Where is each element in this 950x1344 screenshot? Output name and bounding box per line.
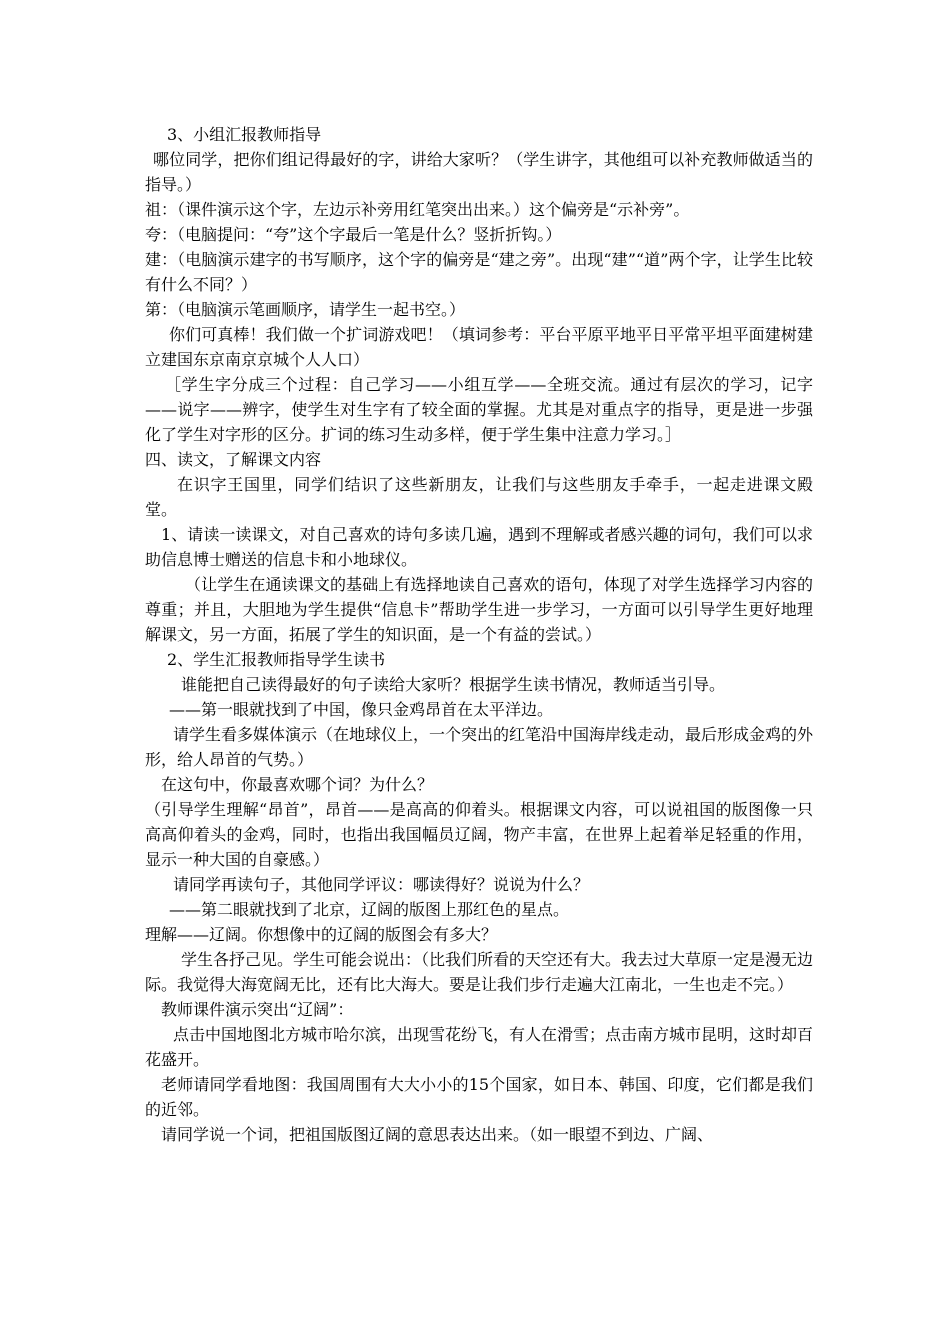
paragraph-ask-words: 哪位同学，把你们组记得最好的字，讲给大家听？（学生讲字，其他组可以补充教师做适当的指导。） (145, 150, 813, 194)
paragraph-neighbors: 老师请同学看地图：我国周围有大大小小的15个国家，如日本、韩国、印度，它们都是我们的近邻。 (145, 1075, 813, 1119)
paragraph-zu: 祖：（课件演示这个字，左边示补旁用红笔突出出来。）这个偏旁是“示补旁”。 (145, 200, 690, 219)
paragraph-commentary-characters: ［学生字分成三个过程：自己学习——小组互学——全班交流。通过有层次的学习，记字——说字——辨字，使学生对生字有了较全面的掌握。尤其是对重点字的指导，更是进一步强化了学生对字形的区分。扩词的练习生动多样，便于学生集中注意力学习。］ (145, 375, 813, 444)
heading-section-four: 四、读文，了解课文内容 (145, 450, 322, 469)
heading-group-report: 3、小组汇报教师指导 (167, 125, 322, 144)
paragraph-kua: 夸：（电脑提问：“夸”这个字最后一笔是什么？竖折折钩。） (145, 225, 562, 244)
paragraph-reread: 请同学再读句子，其他同学评议：哪读得好？说说为什么？ (173, 875, 590, 894)
paragraph-jian: 建：（电脑演示建字的书写顺序，这个字的偏旁是“建之旁”。出现“建”“道”两个字，让学生比较有什么不同？） (145, 250, 813, 294)
paragraph-favorite-word: 在这句中，你最喜欢哪个词？为什么？ (161, 775, 434, 794)
paragraph-intro-text: 在识字王国里，同学们结识了这些新朋友，让我们与这些朋友手牵手，一起走进课文殿堂。 (145, 475, 813, 519)
paragraph-student-answers: 学生各抒己见。学生可能会说出：（比我们所看的天空还有大。我去过大草原一定是漫无边际。我觉得大海宽阔无比，还有比大海大。要是让我们步行走遍大江南北，一生也走不完。） (145, 950, 814, 994)
paragraph-say-a-word: 请同学说一个词，把祖国版图辽阔的意思表达出来。（如一眼望不到边、广阔、 (161, 1125, 714, 1144)
paragraph-word-game: 你们可真棒！我们做一个扩词游戏吧！（填词参考：平台平原平地平日平常平坦平面建树建立建国东京南京京城个人人口） (145, 325, 813, 369)
document-page (145, 122, 813, 1147)
paragraph-di: 第：（电脑演示笔画顺序，请学生一起书空。） (145, 300, 466, 319)
quote-second-glance: ——第二眼就找到了北京，辽阔的版图上那红色的星点。 (169, 900, 570, 919)
paragraph-liaokuo: 理解——辽阔。你想像中的辽阔的版图会有多大？ (145, 925, 498, 944)
paragraph-angshou: （引导学生理解“昂首”，昂首——是高高的仰着头。根据课文内容，可以说祖国的版图像一只高高仰着头的金鸡，同时，也指出我国幅员辽阔，物产丰富，在世界上起着举足轻重的作用，显示一种大国的自豪感。） (145, 800, 813, 869)
paragraph-teacher-demo: 教师课件演示突出“辽阔”： (161, 1000, 354, 1019)
paragraph-read-aloud: 谁能把自己读得最好的句子读给大家听？根据学生读书情况，教师适当引导。 (181, 675, 726, 694)
heading-step-two: 2、学生汇报教师指导学生读书 (167, 650, 386, 669)
paragraph-map-click: 点击中国地图北方城市哈尔滨，出现雪花纷飞，有人在滑雪；点击南方城市昆明，这时却百花盛开。 (145, 1025, 814, 1069)
quote-first-glance: ——第一眼就找到了中国，像只金鸡昂首在太平洋边。 (169, 700, 554, 719)
paragraph-step-one: 1、请读一读课文，对自己喜欢的诗句多读几遍，遇到不理解或者感兴趣的词句，我们可以求助信息博士赠送的信息卡和小地球仪。 (145, 525, 813, 569)
paragraph-commentary-reading: （让学生在通读课文的基础上有选择地读自己喜欢的语句，体现了对学生选择学习内容的尊重；并且，大胆地为学生提供“信息卡”帮助学生进一步学习，一方面可以引导学生更好地理解课文，另一方面，拓展了学生的知识面，是一个有益的尝试。） (145, 575, 813, 644)
paragraph-multimedia-demo: 请学生看多媒体演示（在地球仪上，一个突出的红笔沿中国海岸线走动，最后形成金鸡的外形，给人昂首的气势。） (145, 725, 814, 769)
